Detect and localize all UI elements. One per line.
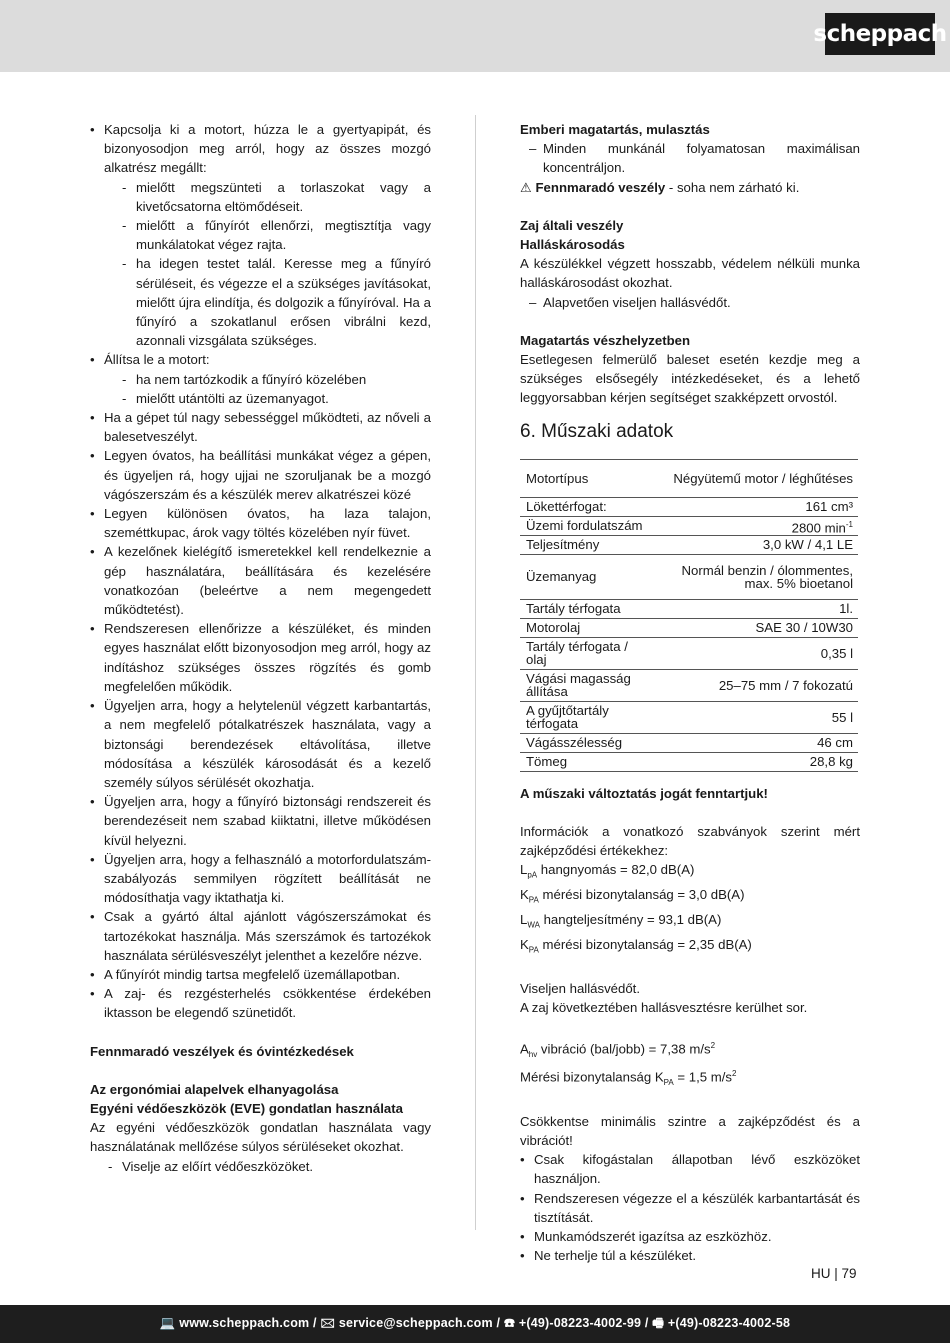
- sub-item: - mielőtt megszünteti a torlaszokat vagy a kivetőcsatorna eltömődéseit.: [104, 178, 431, 216]
- residual-line: ⚠ Fennmaradó veszély - soha nem zárható ki.: [520, 179, 800, 195]
- noise-value: $L_{WA}$ hangteljesítmény = 93,1 dB(A): [520, 912, 722, 930]
- list-item: – Alapvetően viseljen hallásvédőt.: [520, 293, 860, 312]
- noise-value: $K_{PA}$ mérési bizonytalanság = 3,0 dB(A): [520, 887, 745, 905]
- list-item: • Csak kifogástalan állapotban lévő eszközöket használjon.: [520, 1150, 860, 1188]
- paragraph-reduce: Csökkentse minimális szintre a zajképződést és a vibrációt!: [520, 1113, 860, 1148]
- column-divider: [475, 115, 476, 1230]
- sub-item: - ha idegen testet talál. Keresse meg a fűnyíró sérüléseit, és végezze el a szükséges javításokat, mielőtt újra elindítja, és dolgozik a fűnyíróval. Ha a fűnyíró a szokatlanul erősen vibrálni kezd, azonnali vizsgálata szükséges.: [104, 254, 431, 350]
- table-row: Motortípus Négyütemű motor / léghűtéses: [520, 459, 858, 497]
- spec-table: [520, 459, 858, 772]
- heading-noise: Zaj általi veszély: [520, 217, 624, 233]
- table-row: Lökettérfogat: 161 cm³: [520, 497, 858, 516]
- paragraph-hearing: A készülékkel végzett hosszabb, védelem nélküli munka halláskárosodást okozhat.: [520, 256, 860, 291]
- list-item: • Munkamódszerét igazítsa az eszközhöz.: [520, 1227, 860, 1246]
- footer-contact: 💻 www.scheppach.com / 🖂 service@scheppach.com / ☎ +(49)-08223-4002-99 / 🖷 +(49)-08223-4002-58: [0, 1305, 950, 1343]
- list-item: • Csak a gyártó által ajánlott vágószerszámokat és tartozékokat használja. Más szerszámok és tartozékok használata sérülésveszélyt jelenthet a kezelőre nézve.: [90, 907, 431, 965]
- list-item: • Legyen óvatos, ha beállítási munkákat végez a gépen, és ügyeljen rá, hogy ujjai ne szoruljanak be a mozgó vágószerszám és a készülék merev alkatrészei közé: [90, 446, 431, 504]
- table-row: Vágási magasság állítása 25–75 mm / 7 fokozatú: [520, 669, 858, 701]
- sub-item: - mielőtt utántölti az üzemanyagot.: [104, 389, 431, 408]
- header-bar: [0, 0, 950, 72]
- heading-emergency: Magatartás vészhelyzetben: [520, 332, 691, 348]
- left-column: [90, 120, 431, 1176]
- list-item: • Ügyeljen arra, hogy a felhasználó a motorfordulatszám-szabályozás semmilyen rögzített beállítását ne módosíthatja vagy iktathatja ki.: [90, 850, 431, 908]
- paragraph-info: Információk a vonatkozó szabványok szerint mért zajképződési értékekhez:: [520, 824, 860, 859]
- list-item: • Állítsa le a motort: - ha nem tartózkodik a fűnyíró közelében - mielőtt utántölti az üzemanyagot.: [90, 350, 431, 408]
- list-item: • Kapcsolja ki a motort, húzza le a gyertyapipát, és bizonyosodjon meg arról, hogy az összes mozgó alkatrész megállt: - mielőtt megszünteti a torlaszokat vagy a kivetőcsatorna eltömődéseit. - mielőtt a fűnyírót ellenőrzi, megtisztítja vagy munkálatokat végez rajta. - ha idegen testet talál. Keresse meg a fűnyíró sérüléseit, és végezze el a szükséges javításokat, mielőtt újra elindítja, és dolgozik a fűnyíróval. Ha a fűnyíró a szokatlanul erősen vibrálni kezd, azonnali vizsgálata szükséges.: [90, 120, 431, 350]
- heading-human: Emberi magatartás, mulasztás: [520, 122, 710, 137]
- heading-ergonomics: Az ergonómiai alapelvek elhanyagolása: [90, 1081, 339, 1097]
- sub-item: - mielőtt a fűnyírót ellenőrzi, megtisztítja vagy munkálatokat végez rajta.: [104, 216, 431, 254]
- list-item: • Rendszeresen ellenőrizze a készüléket, és minden egyes használat előtt bizonyosodjon meg arról, hogy az indításhoz szükséges összes rögzítés és gomb megfelelően működik.: [90, 619, 431, 696]
- vibration-value: $A_{hv}$ vibráció (bal/jobb) = 7,38 $m/s^2$: [520, 1041, 716, 1060]
- noise-value: $L_{pA}$ hangnyomás = 82,0 dB(A): [520, 862, 695, 881]
- right-column: [520, 120, 860, 1265]
- safety-list-1: [90, 120, 431, 1023]
- table-row: Tömeg 28,8 kg: [520, 752, 858, 771]
- table-row: Üzemi fordulatszám 2800 $\min^{-1}$: [520, 516, 858, 535]
- list-item: • A fűnyírót mindig tartsa megfelelő üzemállapotban.: [90, 965, 431, 984]
- brand-logo: scheppach: [825, 13, 935, 55]
- heading-hearing: Halláskárosodás: [520, 237, 625, 253]
- table-row: Teljesítmény 3,0 kW / 4,1 LE: [520, 535, 858, 554]
- table-row: Vágásszélesség 46 cm: [520, 733, 858, 752]
- noise-value: $K_{PA}$ mérési bizonytalanság = 2,35 dB(A): [520, 936, 752, 955]
- sub-item: - Viselje az előírt védőeszközöket.: [90, 1157, 431, 1176]
- paragraph-wear: Viseljen hallásvédőt.: [520, 980, 640, 996]
- list-item: – Minden munkánál folyamatosan maximálisan koncentráljon.: [520, 139, 860, 177]
- table-row: A gyűjtőtartály térfogata 55 l: [520, 701, 858, 733]
- list-item: • A kezelőnek kielégítő ismeretekkel kell rendelkeznie a gép használatára, beállítására és kezelésére vonatkozóan (beleértve a nem megengedett működtetést).: [90, 542, 431, 619]
- warning-icon: ⚠: [520, 179, 532, 195]
- rights-note: A műszaki változtatás jogát fenntartjuk!: [520, 785, 768, 801]
- table-row: Tartály térfogata 1l.: [520, 599, 858, 618]
- heading-residual: Fennmaradó veszélyek és óvintézkedések: [90, 1043, 354, 1059]
- table-row: Üzemanyag Normál benzin / ólommentes, max. 5% bioetanol: [520, 554, 858, 599]
- page-number: HU | 79: [811, 1266, 857, 1281]
- paragraph-loss: A zaj következtében hallásvesztésre kerülhet sor.: [520, 1000, 808, 1016]
- list-item: • Rendszeresen végezze el a készülék karbantartását és tisztítását.: [520, 1189, 860, 1227]
- vibration-uncertainty: Mérési bizonytalanság $K_{PA} = 1,5$ $m/s^2$: [520, 1069, 737, 1088]
- table-row: Tartály térfogata / olaj 0,35 l: [520, 637, 858, 669]
- paragraph-emergency: Esetlegesen felmerülő baleset esetén kezdje meg a szükséges elsősegély intézkedéseket, és a lehető leggyorsabban kérjen segítséget szakképzett orvostól.: [520, 352, 860, 406]
- list-item: • Legyen különösen óvatos, ha laza talajon, szeméttkupac, árok vagy töltés közelében nyír füvet.: [90, 504, 431, 542]
- table-row: Motorolaj SAE 30 / 10W30: [520, 618, 858, 637]
- list-item: • Ügyeljen arra, hogy a helytelenül végzett karbantartás, a nem megfelelő pótalkatrészek használata, vagy a biztonsági berendezések eltávolítása, illetve módosítása a készülék károsodását és a kezelő személy súlyos sérülését okozhatja.: [90, 696, 431, 792]
- heading-ppe: Egyéni védőeszközök (EVE) gondatlan használata: [90, 1100, 403, 1116]
- sub-item: - ha nem tartózkodik a fűnyíró közelében: [104, 370, 431, 389]
- list-item: • A zaj- és rezgésterhelés csökkentése érdekében iktasson be elegendő szünetidőt.: [90, 984, 431, 1022]
- list-item: • Ha a gépet túl nagy sebességgel működteti, az nőveli a balesetveszélyt.: [90, 408, 431, 446]
- list-item: • Ügyeljen arra, hogy a fűnyíró biztonsági rendszereit és berendezéseit nem szabad kiiktatni, illetve működésen kívül helyezni.: [90, 792, 431, 850]
- section-title: 6. Műszaki adatok: [520, 420, 674, 442]
- list-item: • Ne terhelje túl a készüléket.: [520, 1246, 860, 1265]
- paragraph-ppe: Az egyéni védőeszközök gondatlan használata vagy használatának mellőzése súlyos sérüléseket okozhat.: [90, 1120, 431, 1155]
